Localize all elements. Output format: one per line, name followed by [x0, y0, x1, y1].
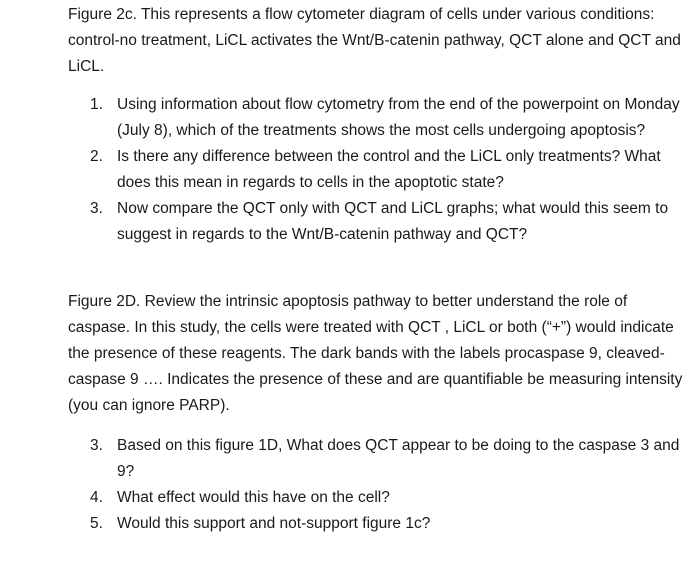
list-item-number: 3. — [90, 437, 103, 454]
list-item-text: Based on this figure 1D, What does QCT appear to be doing to the caspase 3 and 9? — [117, 437, 680, 480]
list-item-number: 5. — [90, 515, 103, 532]
list-item-text: What effect would this have on the cell? — [117, 489, 390, 506]
list-item — [90, 92, 688, 144]
figure-2d-question-list — [90, 433, 688, 537]
list-item-text: Is there any difference between the control and the LiCL only treatments? What does this mean in regards to cells in the apoptotic state? — [117, 148, 661, 191]
figure-2d-paragraph: Figure 2D. Review the intrinsic apoptosis pathway to better understand the role of caspase. In this study, the cells were treated with QCT , LiCL or both (“+”) would indicate the presence of these reagents. The dark bands with the labels procaspase 9, cleaved-caspase 9 …. Indicates the presence of these and are quantifiable be measuring intensity (you can ignore PARP). — [68, 293, 683, 414]
figure-2c-paragraph: Figure 2c. This represents a flow cytometer diagram of cells under various conditions: control-no treatment, LiCL activates the Wnt/B-catenin pathway, QCT alone and QCT and LiCL. — [68, 6, 681, 75]
list-item — [90, 196, 688, 248]
list-item-number: 3. — [90, 200, 103, 217]
list-item — [90, 485, 688, 511]
list-item-text: Using information about flow cytometry from the end of the powerpoint on Monday (July 8), which of the treatments shows the most cells undergoing apoptosis? — [117, 96, 680, 139]
list-item — [90, 144, 688, 196]
list-item-text: Now compare the QCT only with QCT and LiCL graphs; what would this seem to suggest in regards to the Wnt/B-catenin pathway and QCT? — [117, 200, 669, 243]
list-item-number: 4. — [90, 489, 103, 506]
list-item-number: 1. — [90, 96, 103, 113]
list-item-text: Would this support and not-support figure 1c? — [117, 515, 431, 532]
list-item — [90, 511, 688, 537]
list-item-number: 2. — [90, 148, 103, 165]
figure-2c-question-list — [90, 92, 688, 248]
list-item — [90, 433, 688, 485]
